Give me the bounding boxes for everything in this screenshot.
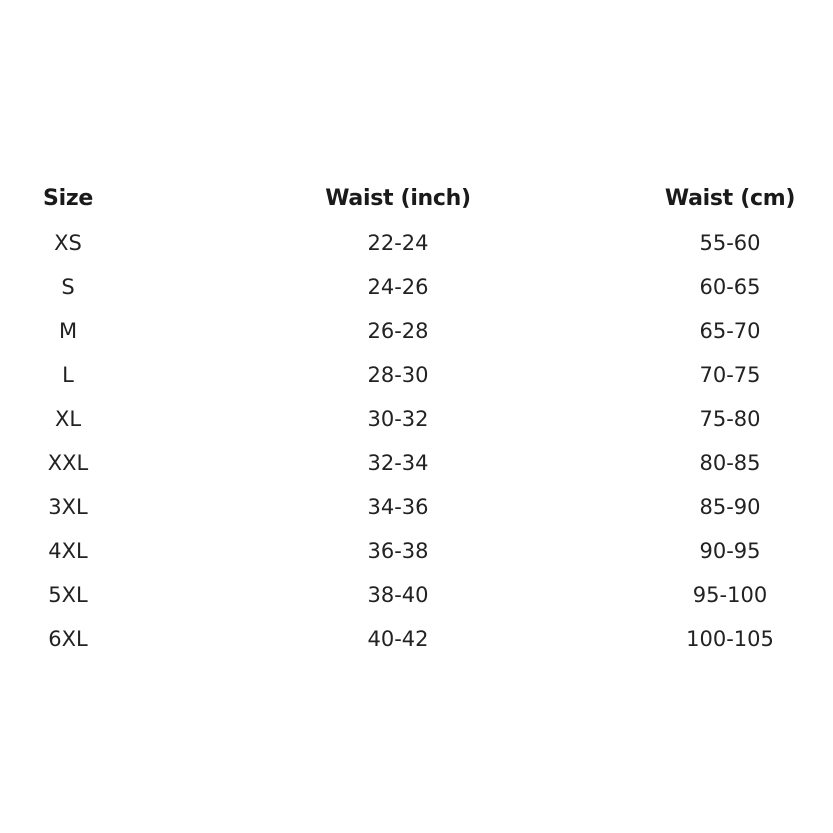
size-cell: XXL bbox=[47, 451, 89, 475]
size-cell: XL bbox=[54, 407, 82, 431]
waist-inch-cell: 24-26 bbox=[367, 275, 429, 299]
waist-inch-cell: 30-32 bbox=[367, 407, 429, 431]
waist-inch-cell: 40-42 bbox=[367, 627, 429, 651]
waist-cm-cell: 90-95 bbox=[699, 539, 761, 563]
waist-cm-cell: 70-75 bbox=[699, 363, 761, 387]
table-row bbox=[0, 485, 833, 529]
size-cell: M bbox=[58, 319, 78, 343]
size-cell: 4XL bbox=[48, 539, 88, 563]
waist-cm-cell: 60-65 bbox=[699, 275, 761, 299]
table-row bbox=[0, 221, 833, 265]
size-cell: XS bbox=[54, 231, 82, 255]
waist-cm-cell: 55-60 bbox=[699, 231, 761, 255]
waist-inch-cell: 26-28 bbox=[367, 319, 429, 343]
table-row bbox=[0, 441, 833, 485]
size-cell: 5XL bbox=[48, 583, 88, 607]
waist-cm-cell: 75-80 bbox=[699, 407, 761, 431]
waist-cm-cell: 80-85 bbox=[699, 451, 761, 475]
table-row bbox=[0, 265, 833, 309]
size-cell: S bbox=[61, 275, 75, 299]
table-header-row bbox=[0, 177, 833, 221]
size-cell: 3XL bbox=[48, 495, 88, 519]
waist-cm-cell: 65-70 bbox=[699, 319, 761, 343]
header-size: Size bbox=[43, 186, 93, 211]
header-waist-cm: Waist (cm) bbox=[664, 186, 796, 211]
table-row bbox=[0, 529, 833, 573]
table-row bbox=[0, 573, 833, 617]
size-chart-table bbox=[0, 177, 833, 661]
size-cell: 6XL bbox=[48, 627, 88, 651]
waist-inch-cell: 28-30 bbox=[367, 363, 429, 387]
table-row bbox=[0, 309, 833, 353]
table-row bbox=[0, 397, 833, 441]
waist-cm-cell: 100-105 bbox=[686, 627, 774, 651]
waist-inch-cell: 36-38 bbox=[367, 539, 429, 563]
table-row bbox=[0, 353, 833, 397]
waist-inch-cell: 34-36 bbox=[367, 495, 429, 519]
waist-inch-cell: 32-34 bbox=[367, 451, 429, 475]
waist-cm-cell: 85-90 bbox=[699, 495, 761, 519]
table-row bbox=[0, 617, 833, 661]
waist-cm-cell: 95-100 bbox=[692, 583, 768, 607]
waist-inch-cell: 38-40 bbox=[367, 583, 429, 607]
size-cell: L bbox=[62, 363, 74, 387]
waist-inch-cell: 22-24 bbox=[367, 231, 429, 255]
header-waist-inch: Waist (inch) bbox=[325, 186, 471, 211]
